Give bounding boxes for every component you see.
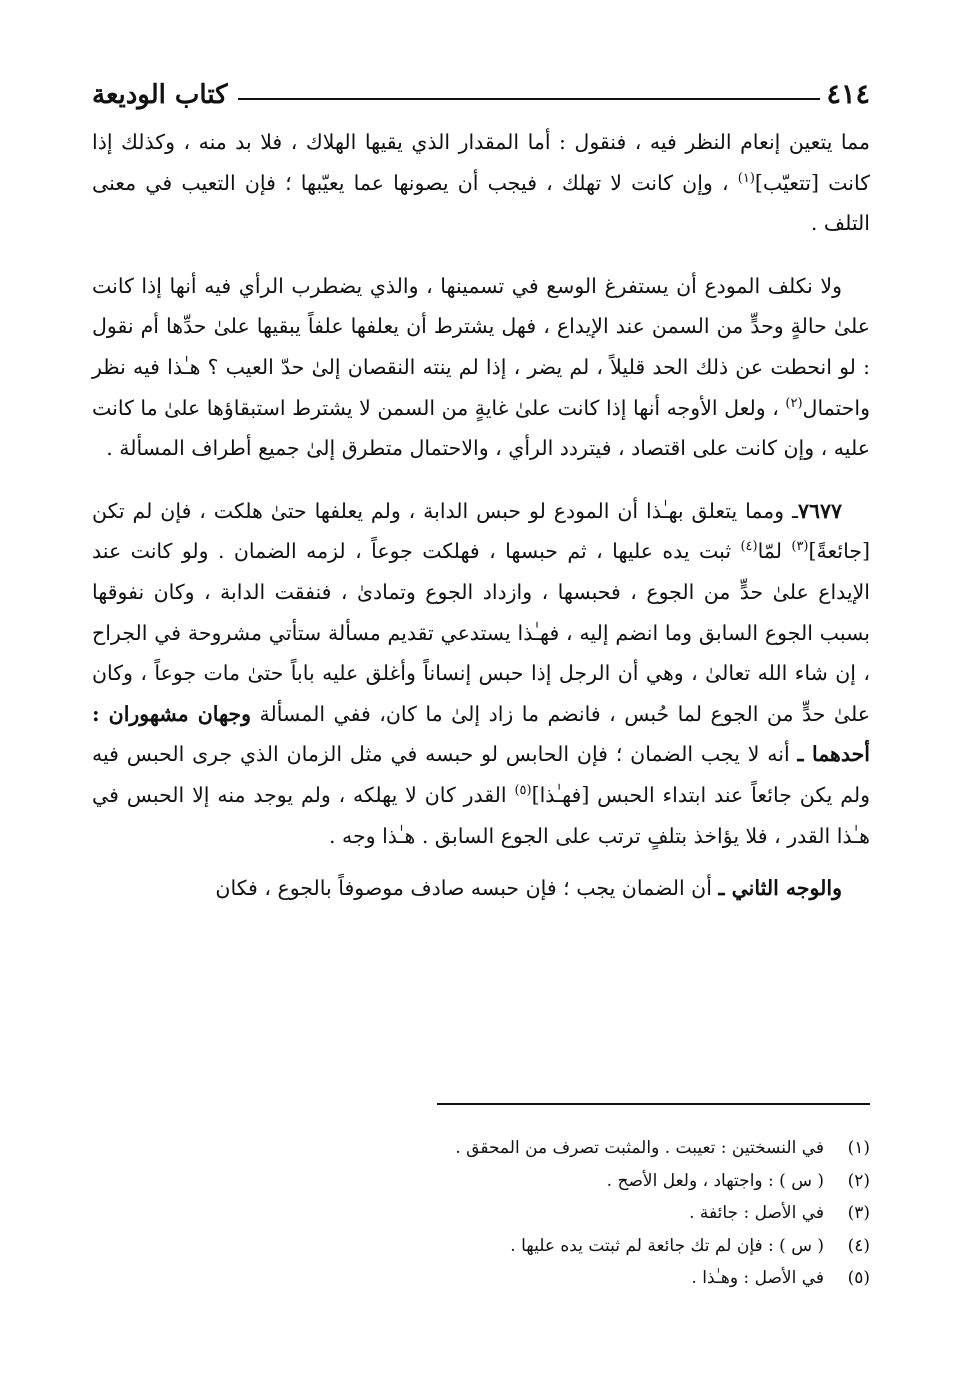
footnote-ref: (٣) [791,539,809,555]
footnote-text: في الأصل : جائفة . [689,1203,824,1223]
paragraph [92,266,870,469]
footnote [200,1165,870,1198]
footnote [200,1132,870,1165]
text-run: أن الضمان يجب ؛ فإن حبسه صادف موصوفاً بالجوع ، فكان [215,876,719,901]
text-run: القدر كان لا يهلكه ، ولم يوجد منه إلا الحبس في هـٰذا القدر ، فلا يؤاخذ بتلفٍ ترتب على الجوع السابق . هـٰذا وجه . [92,782,870,848]
footnotes [200,1132,870,1295]
footnote-text: في النسختين : تعيبت . والمثبت تصرف من المحقق . [455,1138,824,1158]
text-run: ولا نكلف المودع أن يستفرغ الوسع في تسمينها ، والذي يضطرب الرأي فيه أنها إذا كانت علىٰ حالةٍ وحدٍّ من السمن عند الإيداع ، فهل يشترط أن يعلفها علفاً يبقيها علىٰ حدِّها أم نقول : لو انحطت عن ذلك الحد قليلاً ، لم يضر ، إذا لم ينته النقصان إلىٰ حدّ العيب ؟ هـٰذا فيه نظر واحتمال [92,273,870,420]
text-run: ـ ومما يتعلق بهـٰذا أن المودع لو حبس الدابة ، ولم يعلفها حتىٰ هلكت ، فإن لم تكن [جائعةً] [92,498,870,564]
footnote-text: ( س ) : واجتهاد ، ولعل الأصح . [606,1170,824,1191]
footnote [200,1262,870,1295]
header-rule [238,98,821,100]
paragraph [92,491,870,856]
text-run: مما يتعين إنعام النظر فيه ، فنقول : أما المقدار الذي يقيها الهلاك ، فلا بد منه ، وكذلك إذا كانت [تتعيّب] [92,130,870,195]
footnote-number: (١) [847,1138,870,1158]
page-header [92,70,870,114]
page-number: ٤١٤ [826,79,870,110]
footnote [200,1197,870,1230]
text-run: أنه لا يجب الضمان ؛ فإن الحابس لو حبسه في مثل الزمان الذي جرى الحبس فيه ولم يكن جائعاً عند ابتداء الحبس [فهـٰذا] [92,742,870,807]
footnote-number: (٤) [847,1235,870,1256]
paragraph [92,122,870,244]
footnote [200,1230,870,1263]
footnote-ref: (٤) [740,539,758,555]
footnote-number: (٢) [847,1170,870,1191]
paragraph [92,868,870,909]
bold-text: والوجه الثاني ـ [718,876,842,901]
text-run: ، وإن كانت لا تهلك ، فيجب أن يصونها عما يعيّبها ؛ فإن التعيب في معنى التلف . [92,170,870,236]
footnote-number: (٥) [847,1268,870,1288]
bold-text: وجهان مشهوران : أحدهما ـ [92,701,870,767]
footnote-text: ( س ) : فإن لم تك جائعة لم ثبتت يده عليها . [510,1235,824,1256]
text-run: ، ولعل الأوجه أنها إذا كانت علىٰ غايةٍ من السمن لا يشترط استبقاؤها علىٰ ما كانت عليه ، وإن كانت على اقتصاد ، فيتردد الرأي ، والاحتمال متطرق إلىٰ جميع أطراف المسألة . [92,395,870,461]
footnote-ref: (٥) [514,783,532,799]
footnote-number: (٣) [847,1203,870,1223]
footnote-text: في الأصل : وهـٰذا . [691,1268,824,1288]
footnote-separator [437,1103,870,1105]
footnote-ref: (١) [737,170,755,186]
main-text [92,122,870,909]
footnote-ref: (٢) [785,395,803,411]
issue-number: ٧٦٧٧ [797,498,842,523]
text-run: ثبت يده عليها ، ثم حبسها ، فهلكت جوعاً ، لزمه الضمان . ولو كانت عند الإيداع علىٰ حدٍّ من الجوع ، فحبسها ، وازداد الجوع وتمادىٰ ، فنفقت الدابة ، وكان نفوقها بسبب الجوع السابق وما انضم إليه ، فهـٰذا يستدعي تقديم مسألة ستأتي مشروحة في الجراح ، إن شاء الله تعالىٰ ، وهي أن الرجل إذا حبس إنساناً وأغلق عليه باباً حتىٰ مات جوعاً ، وكان علىٰ حدٍّ من الجوع لما حُبس ، فانضم ما زاد إلىٰ ما كان، ففي المسألة [92,539,870,726]
text-run: لمّا [757,539,792,564]
running-title: كتاب الوديعة [92,80,228,110]
